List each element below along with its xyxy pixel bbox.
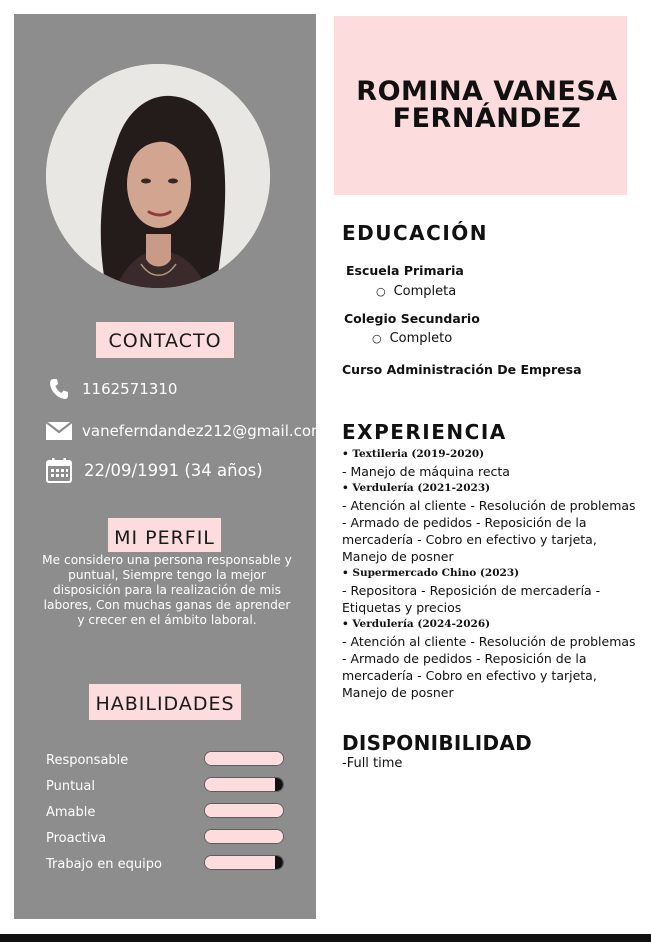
education-item-title: Colegio Secundario: [344, 311, 480, 326]
job-description-line: - Armado de pedidos - Reposición de la: [342, 651, 587, 666]
job-description-line: - Armado de pedidos - Reposición de la: [342, 515, 587, 530]
skill-level-remainder: [275, 855, 283, 870]
skill-level-remainder: [275, 777, 283, 792]
job-description-line: - Atención al cliente - Resolución de problemas: [342, 498, 636, 513]
skill-level-bar: [204, 803, 284, 818]
skill-level-fill: [205, 778, 275, 791]
skill-label: Trabajo en equipo: [46, 856, 162, 872]
job-description-line: - Manejo de máquina recta: [342, 464, 510, 479]
skills-list: [46, 747, 286, 877]
skill-item: [46, 747, 286, 773]
skill-level-bar: [204, 855, 284, 870]
skill-item: [46, 799, 286, 825]
education-item-status: ○ Completa: [376, 284, 457, 299]
skill-level-bar: [204, 751, 284, 766]
bottom-bar: [0, 934, 651, 942]
job-description-line: - Repositora - Reposición de mercadería -: [342, 583, 601, 598]
skill-level-fill: [205, 830, 283, 843]
envelope-icon: [46, 418, 72, 444]
candidate-name: ROMINA VANESA FERNÁNDEZ: [356, 76, 618, 134]
availability-text: -Full time: [342, 756, 403, 771]
education-item-status: ○ Completo: [372, 331, 453, 346]
phone-icon: [46, 376, 72, 402]
contact-heading: CONTACTO: [96, 322, 234, 358]
skill-item: [46, 773, 286, 799]
profile-heading: MI PERFIL: [108, 518, 221, 552]
profile-text: Me considero una persona responsable y puntual, Siempre tengo la mejor disposición para la realización de mis labores, Con muchas ganas de aprender y crecer en el ámbito laboral.: [42, 553, 292, 627]
skill-label: Puntual: [46, 778, 96, 794]
skill-item: [46, 825, 286, 851]
job-description-line: Manejo de posner: [342, 685, 454, 700]
contact-email: [46, 418, 326, 444]
skill-level-fill: [205, 752, 283, 765]
job-title: • Textileria (2019-2020): [342, 448, 485, 460]
job-description-line: mercadería - Cobro en efectivo y tarjeta,: [342, 668, 597, 683]
skill-label: Proactiva: [46, 830, 107, 846]
skill-level-bar: [204, 829, 284, 844]
email-address[interactable]: vaneferndandez212@gmail.com: [82, 422, 326, 440]
job-description-line: Manejo de posner: [342, 549, 454, 564]
birthdate: 22/09/1991 (34 años): [84, 460, 263, 480]
profile-photo: [46, 64, 270, 288]
job-title: • Verdulería (2021-2023): [342, 482, 491, 494]
education-heading: EDUCACIÓN: [342, 221, 489, 245]
skills-heading: HABILIDADES: [89, 684, 241, 720]
calendar-icon: [46, 457, 72, 483]
job-title: • Supermercado Chino (2023): [342, 567, 520, 579]
skill-item: [46, 851, 286, 877]
profile-photo-illustration: [46, 64, 270, 288]
skill-label: Responsable: [46, 752, 129, 768]
availability-heading: DISPONIBILIDAD: [342, 731, 533, 755]
education-item-title: Escuela Primaria: [346, 263, 464, 278]
contact-phone: [46, 376, 177, 402]
hollow-bullet-icon: ○: [372, 332, 382, 345]
experience-heading: EXPERIENCIA: [342, 420, 507, 444]
job-description-line: mercadería - Cobro en efectivo y tarjeta,: [342, 532, 597, 547]
hollow-bullet-icon: ○: [376, 285, 386, 298]
skill-level-fill: [205, 804, 283, 817]
experience-list: [342, 446, 647, 701]
job-title: • Verdulería (2024-2026): [342, 618, 491, 630]
skill-level-bar: [204, 777, 284, 792]
phone-number[interactable]: 1162571310: [82, 380, 178, 398]
skill-label: Amable: [46, 804, 96, 820]
skill-level-fill: [205, 856, 275, 869]
contact-birthdate: [46, 457, 263, 483]
job-description-line: Etiquetas y precios: [342, 600, 462, 615]
education-item-title: Curso Administración De Empresa: [342, 362, 582, 377]
job-description-line: - Atención al cliente - Resolución de problemas: [342, 634, 636, 649]
